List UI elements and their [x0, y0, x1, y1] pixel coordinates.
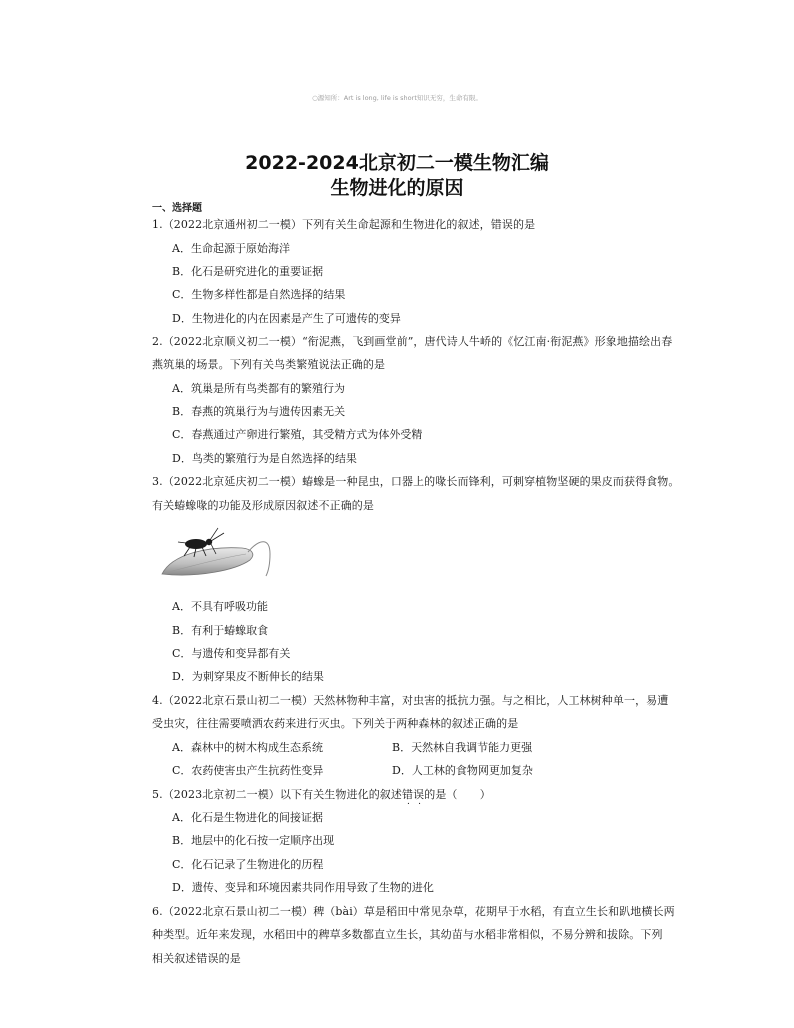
- question-3-option-c: C．与遗传和变异都有关: [172, 647, 291, 660]
- question-3-option-b: B．有利于蝽蟓取食: [172, 624, 269, 637]
- question-6-stem-line-3: 相关叙述错误的是: [152, 952, 241, 965]
- question-2-stem-line-2: 燕筑巢的场景。下列有关鸟类繁殖说法正确的是: [152, 358, 386, 371]
- question-6-stem-line-1: 6.（2022北京石景山初二一模）稗（bài）草是稻田中常见杂草，花期早于水稻，有直立生长和趴地横长两: [152, 905, 675, 918]
- question-5-option-a: A．化石是生物进化的间接证据: [172, 811, 323, 824]
- question-5-option-d: D．遗传、变异和环境因素共同作用导致了生物的进化: [172, 881, 434, 894]
- question-2-stem-line-1: 2.（2022北京顺义初二一模）“衔泥燕，飞到画堂前”，唐代诗人牛峤的《忆江南·衔泥燕》形象地描绘出春: [152, 335, 673, 348]
- question-3-option-a: A．不具有呼吸功能: [172, 600, 268, 613]
- insect-on-fruit-illustration: [158, 524, 276, 582]
- question-5-stem-prefix: 5.（2023北京初二一模）以下有关生物进化的叙述: [152, 788, 402, 801]
- question-1-option-b: B．化石是研究进化的重要证据: [172, 265, 324, 278]
- question-4-option-c: C．农药使害虫产生抗药性变异: [172, 764, 324, 777]
- question-1-option-c: C．生物多样性都是自然选择的结果: [172, 288, 346, 301]
- document-title: 2022-2024北京初二一模生物汇编: [245, 152, 549, 174]
- question-6-stem-line-2: 种类型。近年来发现，水稻田中的稗草多数都直立生长，其幼苗与水稻非常相似，不易分辨和拔除。下列: [152, 928, 663, 941]
- section-heading: 一、选择题: [152, 203, 202, 214]
- question-2-option-a: A．筑巢是所有鸟类都有的繁殖行为: [172, 382, 345, 395]
- question-1-option-a: A．生命起源于原始海洋: [172, 242, 290, 255]
- watermark: ○源知所：Art is long, life is short知识无穷，生命有限。: [312, 94, 482, 102]
- question-3-stem-line-2: 有关蝽蟓喙的功能及形成原因叙述不正确的是: [152, 499, 374, 512]
- question-5-option-c: C．化石记录了生物进化的历程: [172, 858, 324, 871]
- question-5-stem-suffix: 的是（ ）: [424, 788, 491, 801]
- question-4-option-d: D．人工林的食物网更加复杂: [392, 764, 533, 777]
- question-4-option-b: B．天然林自我调节能力更强: [392, 741, 533, 754]
- question-5-stem: [152, 786, 491, 802]
- question-3-option-d: D．为刺穿果皮不断伸长的结果: [172, 670, 324, 683]
- question-2-option-d: D．鸟类的繁殖行为是自然选择的结果: [172, 452, 357, 465]
- question-1-stem: 1.（2022北京通州初二一模）下列有关生命起源和生物进化的叙述，错误的是: [152, 218, 536, 231]
- question-3-stem-line-1: 3.（2022北京延庆初二一模）蝽蟓是一种昆虫，口器上的喙长而锋利，可刺穿植物坚硬的果皮而获得食物。: [152, 475, 680, 488]
- document-subtitle: 生物进化的原因: [330, 177, 464, 199]
- question-5-option-b: B．地层中的化石按一定顺序出现: [172, 834, 335, 847]
- question-1-option-d: D．生物进化的内在因素是产生了可遗传的变异: [172, 312, 401, 325]
- question-4-stem-line-1: 4.（2022北京石景山初二一模）天然林物种丰富，对虫害的抵抗力强。与之相比，人工林树种单一，易遭: [152, 694, 669, 707]
- question-4-stem-line-2: 受虫灾，往往需要喷洒农药来进行灭虫。下列关于两种森林的叙述正确的是: [152, 717, 519, 730]
- question-2-option-c: C．春燕通过产卵进行繁殖，其受精方式为体外受精: [172, 428, 423, 441]
- question-2-option-b: B．春燕的筑巢行为与遗传因素无关: [172, 405, 346, 418]
- question-4-option-a: A．森林中的树木构成生态系统: [172, 741, 323, 754]
- emphasis-char-1: 错: [402, 788, 414, 801]
- emphasis-char-2: 误: [413, 788, 425, 801]
